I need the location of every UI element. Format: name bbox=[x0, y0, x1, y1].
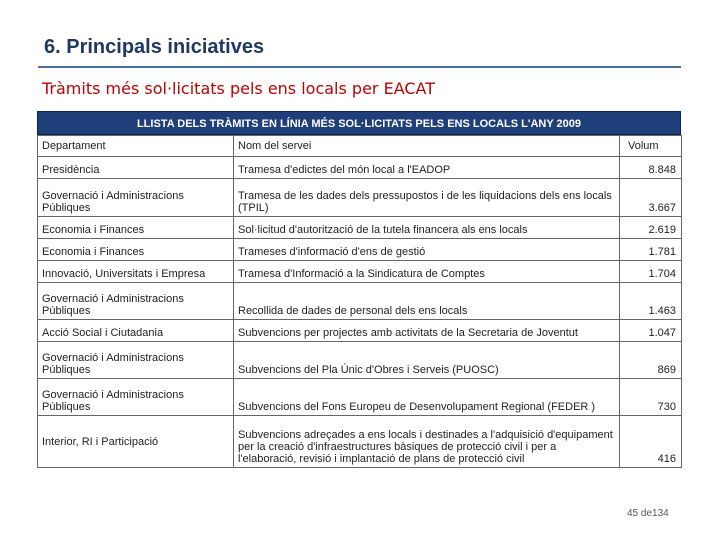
services-table-container bbox=[37, 111, 681, 468]
title-divider bbox=[38, 66, 681, 68]
column-header-department: Departament bbox=[38, 136, 234, 157]
cell-department: Governació i Administracions Públiques bbox=[38, 342, 234, 379]
cell-volume: 1.704 bbox=[620, 261, 682, 283]
cell-department: Governació i Administracions Públiques bbox=[38, 179, 234, 217]
cell-service: Tramesa d'Informació a la Sindicatura de Comptes bbox=[234, 261, 620, 283]
table-header-row bbox=[38, 136, 682, 157]
cell-volume: 730 bbox=[620, 379, 682, 416]
cell-department: Economia i Finances bbox=[38, 239, 234, 261]
cell-department: Presidència bbox=[38, 157, 234, 179]
cell-department: Economia i Finances bbox=[38, 217, 234, 239]
page-number: 45 de134 bbox=[627, 508, 669, 519]
cell-volume: 1.463 bbox=[620, 283, 682, 320]
cell-department: Governació i Administracions Públiques bbox=[38, 283, 234, 320]
table-row bbox=[38, 283, 682, 320]
table-row bbox=[38, 239, 682, 261]
cell-service: Subvencions del Fons Europeu de Desenvolupament Regional (FEDER ) bbox=[234, 379, 620, 416]
cell-service: Tramesa d'edictes del món local a l'EADOP bbox=[234, 157, 620, 179]
cell-department: Interior, RI i Participació bbox=[38, 416, 234, 468]
table-row bbox=[38, 179, 682, 217]
table-row bbox=[38, 342, 682, 379]
table-row bbox=[38, 217, 682, 239]
cell-volume: 1.047 bbox=[620, 320, 682, 342]
column-header-service: Nom del servei bbox=[234, 136, 620, 157]
table-row bbox=[38, 379, 682, 416]
cell-service: Trameses d'informació d'ens de gestió bbox=[234, 239, 620, 261]
cell-service: Subvencions adreçades a ens locals i destinades a l'adquisició d'equipament per la creació d'infraestructures bàsiques de protecció civil i per a l'elaboració, revisió i implantació de plans de protecció civil bbox=[234, 416, 620, 468]
table-row bbox=[38, 261, 682, 283]
cell-service: Recollida de dades de personal dels ens locals bbox=[234, 283, 620, 320]
cell-department: Acció Social i Ciutadania bbox=[38, 320, 234, 342]
cell-service: Subvencions del Pla Únic d'Obres i Serveis (PUOSC) bbox=[234, 342, 620, 379]
cell-department: Governació i Administracions Públiques bbox=[38, 379, 234, 416]
column-header-volume: Volum bbox=[620, 136, 682, 157]
cell-volume: 1.781 bbox=[620, 239, 682, 261]
table-row bbox=[38, 416, 682, 468]
cell-service: Sol·licitud d'autorització de la tutela financera als ens locals bbox=[234, 217, 620, 239]
cell-volume: 416 bbox=[620, 416, 682, 468]
slide-subtitle: Tràmits més sol·licitats pels ens locals per EACAT bbox=[42, 79, 436, 98]
services-table bbox=[37, 135, 682, 468]
table-row bbox=[38, 320, 682, 342]
table-row bbox=[38, 157, 682, 179]
cell-service: Subvencions per projectes amb activitats de la Secretaria de Joventut bbox=[234, 320, 620, 342]
cell-volume: 3.667 bbox=[620, 179, 682, 217]
slide-title: 6. Principals iniciatives bbox=[44, 36, 265, 58]
cell-volume: 869 bbox=[620, 342, 682, 379]
table-caption: LLISTA DELS TRÀMITS EN LÍNIA MÉS SOL·LICITATS PELS ENS LOCALS L'ANY 2009 bbox=[37, 111, 681, 135]
cell-department: Innovació, Universitats i Empresa bbox=[38, 261, 234, 283]
cell-volume: 2.619 bbox=[620, 217, 682, 239]
cell-volume: 8.848 bbox=[620, 157, 682, 179]
cell-service: Tramesa de les dades dels pressupostos i de les liquidacions dels ens locals (TPIL) bbox=[234, 179, 620, 217]
